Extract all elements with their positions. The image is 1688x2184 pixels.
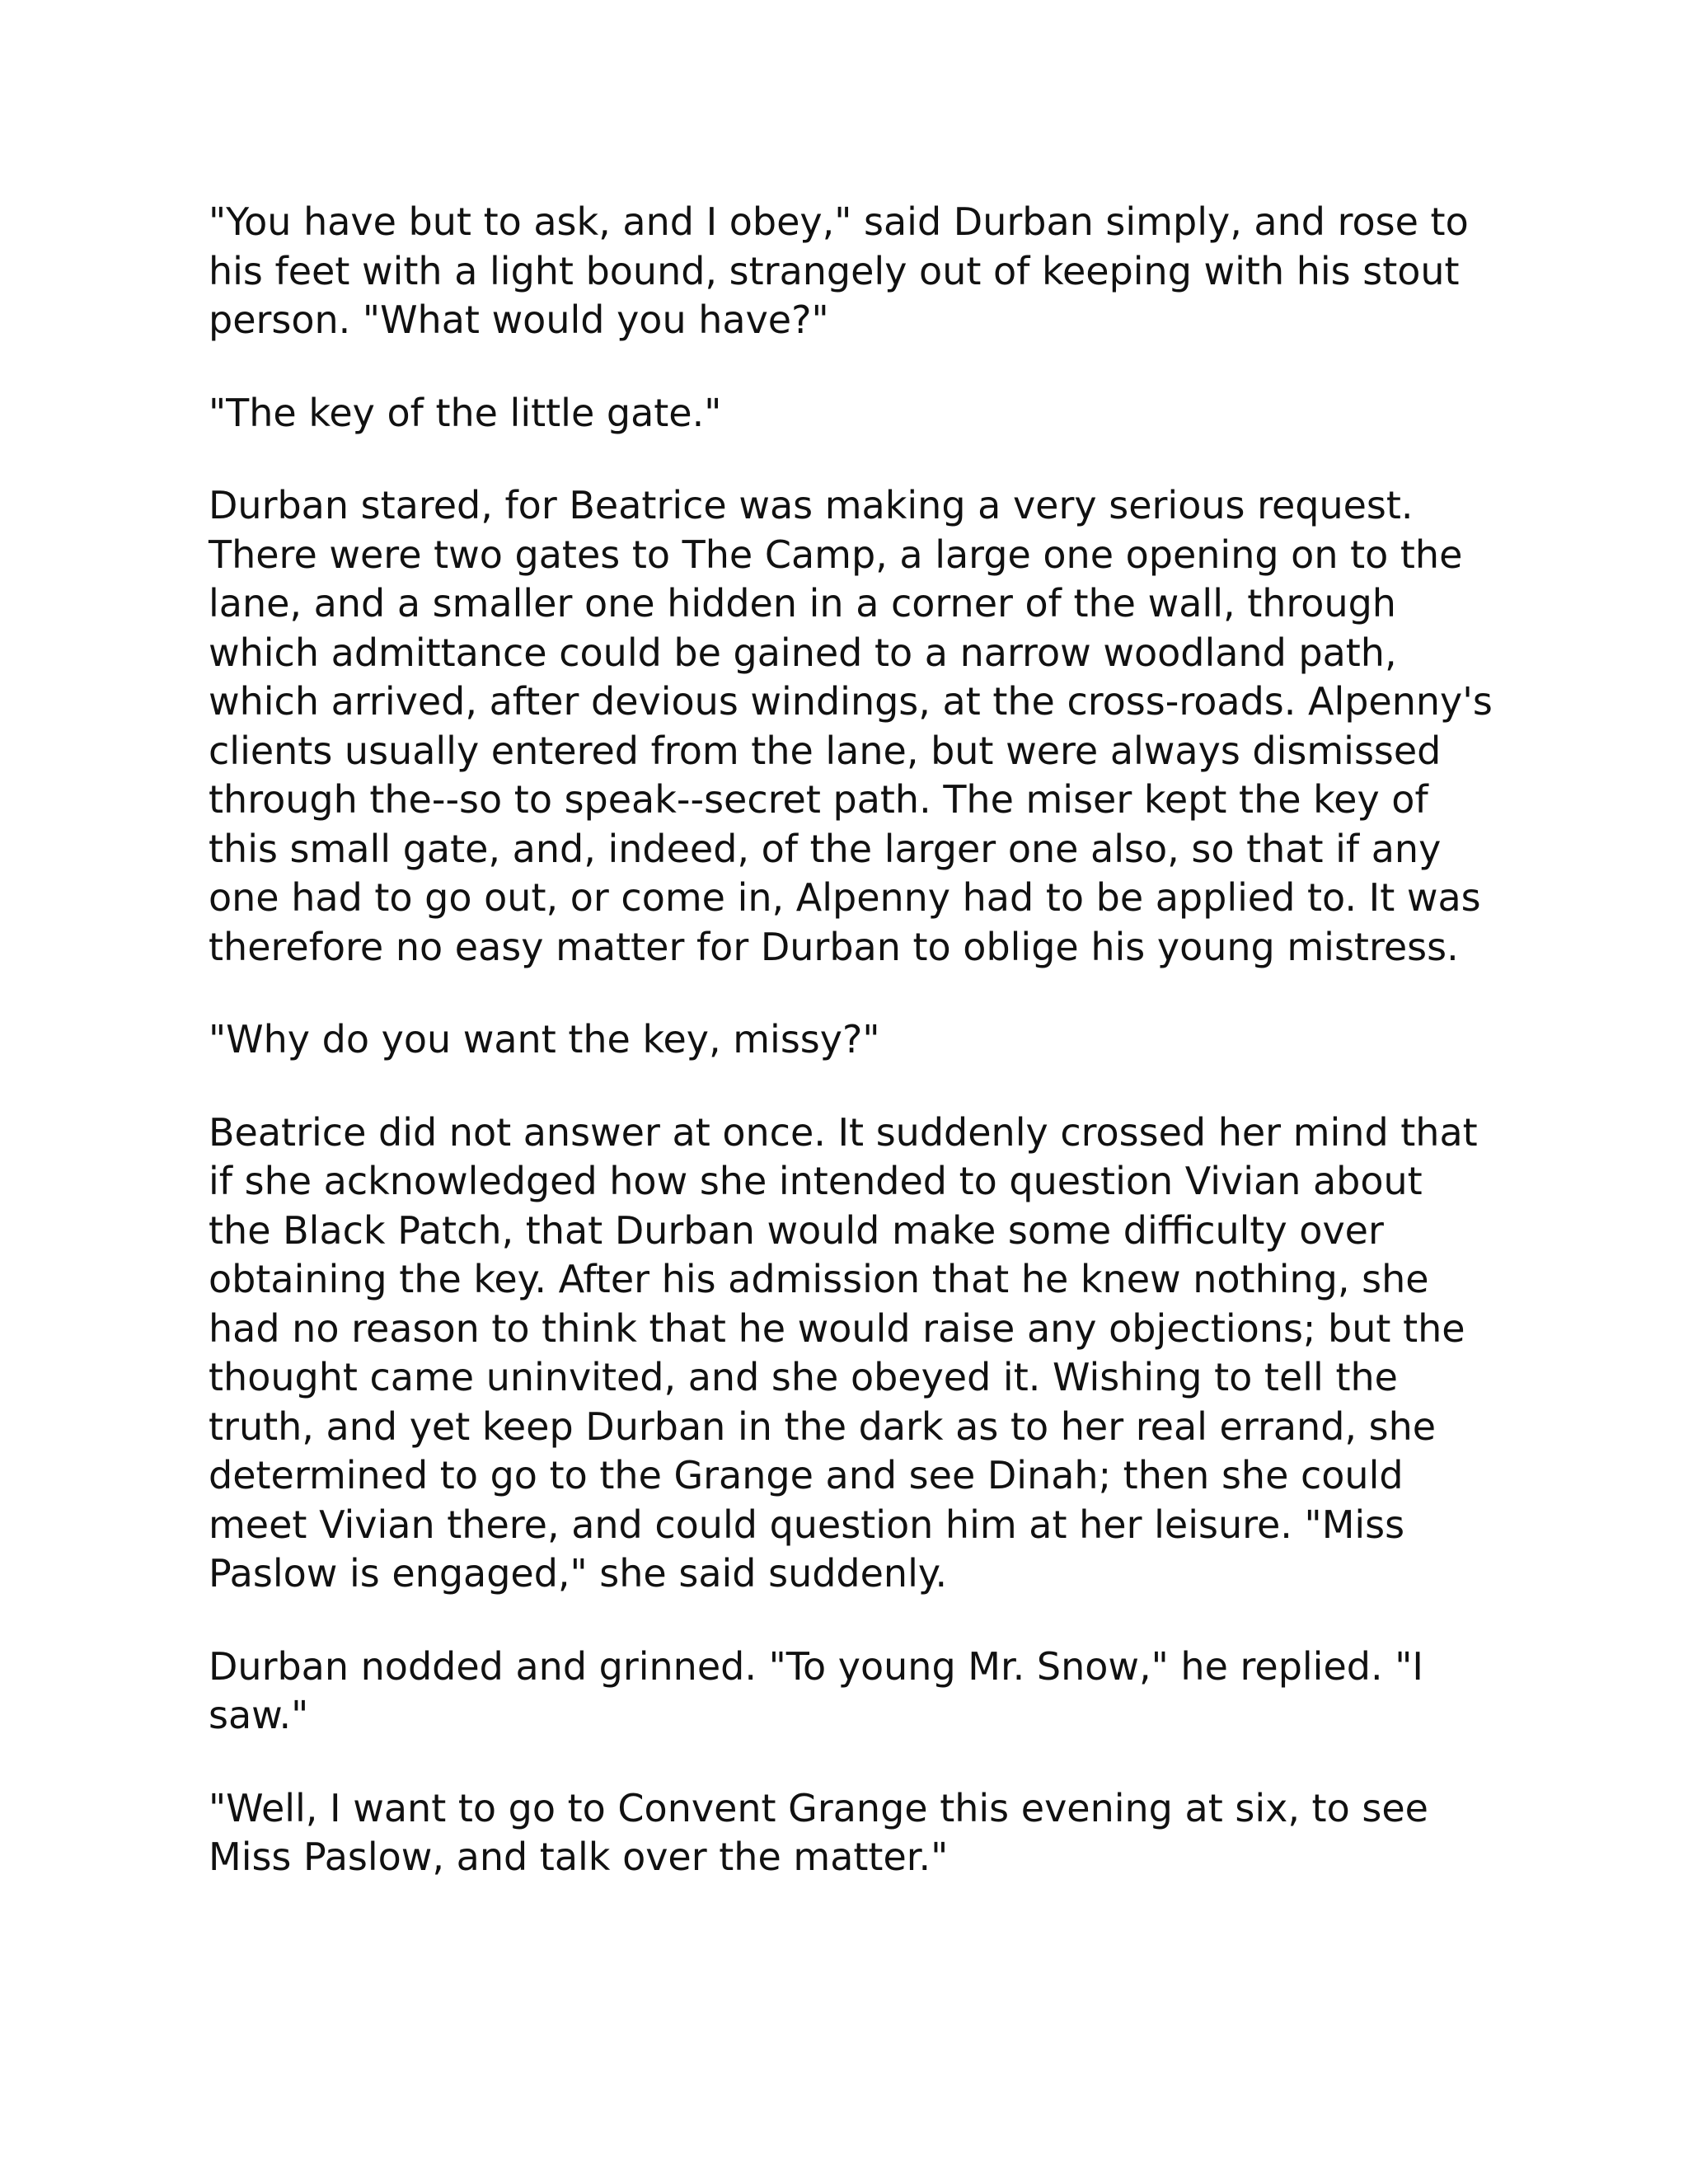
paragraph: Durban nodded and grinned. "To young Mr. Snow," he replied. "I saw." [209, 1643, 1423, 1737]
paragraph: "You have but to ask, and I obey," said Durban simply, and rose to his feet with a light bound, strangely out of keeping with his stout person. "What would you have?" [209, 199, 1469, 342]
document-page [209, 198, 1494, 1926]
paragraph: "The key of the little gate." [209, 390, 722, 435]
paragraph: Beatrice did not answer at once. It suddenly crossed her mind that if she acknowledged how she intended to question Vivian about the Black Patch, that Durban would make some difficulty over obtaining the key. After his admission that he knew nothing, she had no reason to think that he would raise any objections; but the thought came uninvited, and she obeyed it. Wishing to tell the truth, and yet keep Durban in the dark as to her real errand, she determined to go to the Grange and see Dinah; then she could meet Vivian there, and could question him at her leisure. "Miss Paslow is engaged," she said suddenly. [209, 1109, 1478, 1596]
paragraph: Durban stared, for Beatrice was making a very serious request. There were two gates to The Camp, a large one opening on to the lane, and a smaller one hidden in a corner of the wall, through which admittance could be gained to a narrow woodland path, which arrived, after devious windings, at the cross-roads. Alpenny's clients usually entered from the lane, but were always dismissed through the--so to speak--secret path. The miser kept the key of this small gate, and, indeed, of the larger one also, so that if any one had to go out, or come in, Alpenny had to be applied to. It was therefore no easy matter for Durban to oblige his young mistress. [209, 483, 1493, 969]
paragraph: "Well, I want to go to Convent Grange this evening at six, to see Miss Paslow, and talk over the matter." [209, 1785, 1428, 1879]
paragraph: "Why do you want the key, missy?" [209, 1017, 880, 1062]
